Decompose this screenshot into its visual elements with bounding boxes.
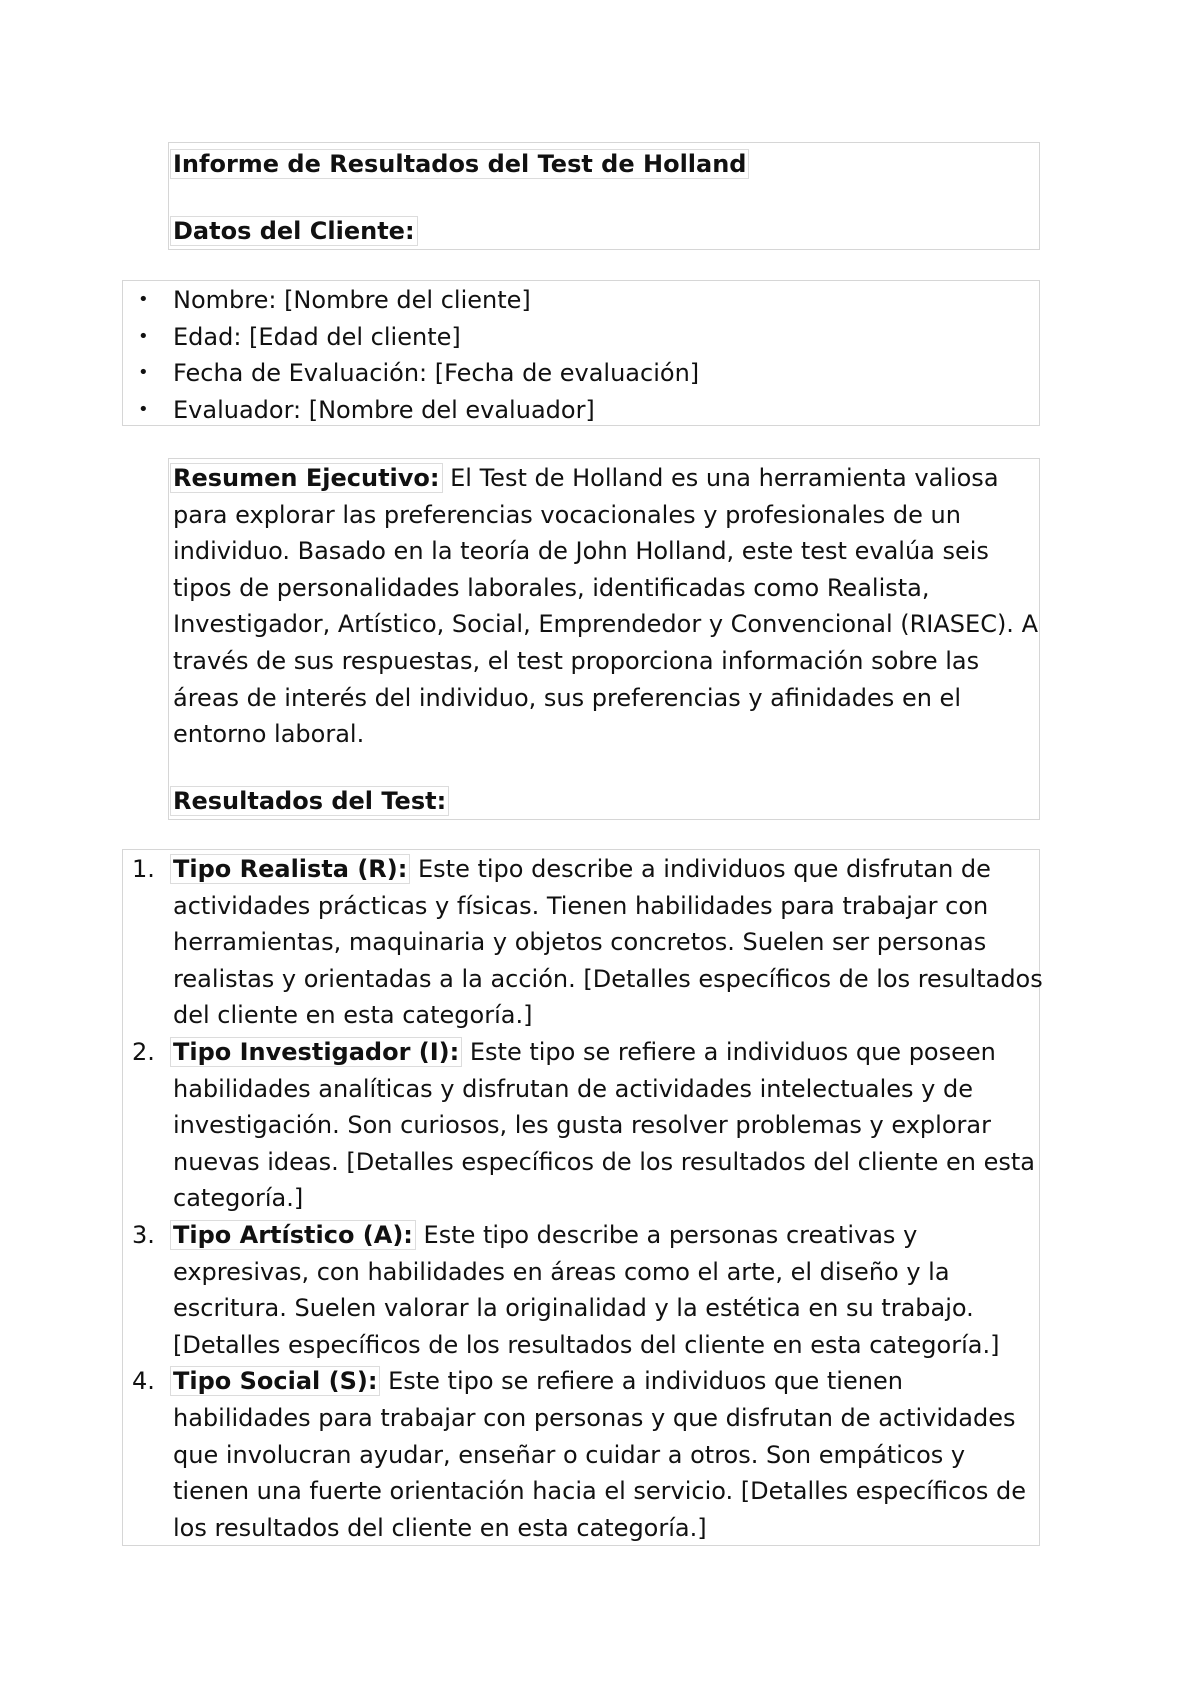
list-item bbox=[124, 1034, 1044, 1217]
list-number: 2. bbox=[132, 1037, 155, 1066]
list-item bbox=[124, 1363, 1044, 1546]
list-number: 3. bbox=[132, 1220, 155, 1249]
executive-summary bbox=[173, 460, 1043, 753]
result-text-social: Este tipo se refiere a individuos que tienen habilidades para trabajar con personas y que disfrutan de actividades que involucran ayudar, enseñar o cuidar a otros. Son empáticos y tienen una fuerte orientación hacia el servicio. [Detalles específicos de los resultados del cliente en esta categoría.] bbox=[173, 1367, 1027, 1542]
list-item bbox=[124, 355, 1044, 392]
list-item bbox=[124, 319, 1044, 356]
list-number: 1. bbox=[132, 855, 155, 883]
bullet-icon: • bbox=[138, 325, 149, 347]
result-text-artistico: Este tipo describe a personas creativas y expresivas, con habilidades en áreas como el arte, el diseño y la escritura. Suelen valorar la originalidad y la estética en su trabajo. [Detalles específicos de los resultados del cliente en esta categoría.] bbox=[173, 1220, 1000, 1359]
bullet-icon: • bbox=[138, 398, 149, 420]
bullet-icon: • bbox=[138, 289, 149, 310]
client-fields-list bbox=[124, 282, 1044, 428]
list-item bbox=[124, 1217, 1044, 1363]
result-text-investigador: Este tipo se refiere a individuos que poseen habilidades analíticas y disfrutan de actividades intelectuales y de investigación. Son curiosos, les gusta resolver problemas y explorar nuevas ideas. [Detalles específicos de los resultados del cliente en esta categoría.] bbox=[173, 1037, 1035, 1213]
document-title: Informe de Resultados del Test de Holland bbox=[173, 146, 1043, 183]
result-label-social: Tipo Social (S): bbox=[170, 1366, 380, 1396]
results-heading: Resultados del Test: bbox=[173, 783, 1043, 820]
list-item bbox=[124, 282, 1044, 319]
results-list bbox=[124, 851, 1044, 1546]
list-number: 4. bbox=[132, 1367, 155, 1396]
client-heading: Datos del Cliente: bbox=[173, 213, 1043, 250]
summary-label: Resumen Ejecutivo: bbox=[170, 463, 443, 493]
result-label-artistico: Tipo Artístico (A): bbox=[170, 1220, 416, 1250]
result-label-investigador: Tipo Investigador (I): bbox=[170, 1037, 462, 1067]
result-label-realista: Tipo Realista (R): bbox=[170, 854, 410, 884]
client-name-field: Nombre: [Nombre del cliente] bbox=[173, 286, 531, 314]
result-text-realista: Este tipo describe a individuos que disfrutan de actividades prácticas y físicas. Tienen habilidades para trabajar con herramientas, maquinaria y objetos concretos. Suelen ser personas realistas y orientadas a la acción. [Detalles específicos de los resultados del cliente en esta categoría.] bbox=[173, 855, 1043, 1030]
bullet-icon: • bbox=[138, 362, 149, 384]
evaluation-date-field: Fecha de Evaluación: [Fecha de evaluación] bbox=[173, 359, 700, 388]
list-item bbox=[124, 392, 1044, 429]
summary-text: El Test de Holland es una herramienta valiosa para explorar las preferencias vocacionales y profesionales de un individuo. Basado en la teoría de John Holland, este test evalúa seis tipos de personalidades laborales, identificadas como Realista, Investigador, Artístico, Social, Emprendedor y Convencional (RIASEC). A través de sus respuestas, el test proporciona información sobre las áreas de interés del individuo, sus preferencias y afinidades en el entorno laboral. bbox=[173, 464, 1038, 749]
list-item bbox=[124, 851, 1044, 1034]
evaluator-field: Evaluador: [Nombre del evaluador] bbox=[173, 395, 595, 424]
client-age-field: Edad: [Edad del cliente] bbox=[173, 322, 461, 351]
